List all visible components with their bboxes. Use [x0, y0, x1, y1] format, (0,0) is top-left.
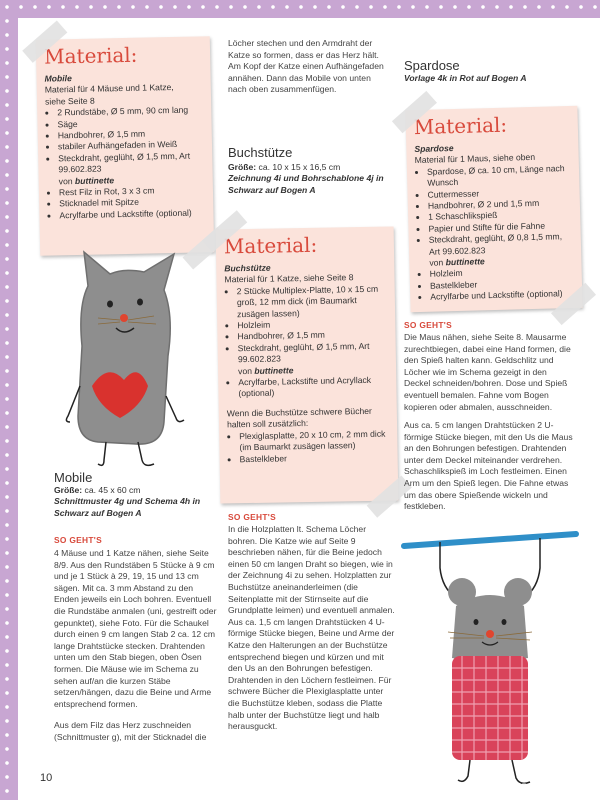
- template-ref: Vorlage 4k in Rot auf Bogen A: [404, 73, 527, 83]
- so-gehts-heading: SO GEHT'S: [228, 512, 276, 522]
- material-note-mobile: [36, 36, 214, 256]
- list-item: • Handbohrer, Ø 1,5 mm: [237, 329, 387, 343]
- material-note-spardose: [405, 106, 582, 312]
- note-line: Material für 4 Mäuse und 1 Katze,: [44, 82, 174, 96]
- list-item: • Acrylfarbe und Lackstifte (optional): [59, 207, 205, 221]
- template-ref: Zeichnung 4i und Bohrschablone 4j in Schwarz auf Bogen A: [228, 173, 384, 195]
- list-item: • Steckdraht, geglüht, Ø 0,8 1,5 mm, Art 99.602.823 von buttinette: [429, 231, 574, 269]
- template-ref: Schnittmuster 4g und Schema 4h in Schwarz auf Bogen A: [54, 496, 201, 518]
- list-item: • Holzleim: [237, 318, 387, 332]
- watermark: PassionForum.ru: [521, 782, 590, 792]
- list-item: • Rest Filz in Rot, 3 x 3 cm: [59, 184, 205, 198]
- list-item: • 2 Stücke Multiplex-Platte, 10 x 15 cm groß, 12 mm dick (im Baumarkt zusägen lassen): [237, 283, 388, 320]
- material-list: [45, 105, 205, 222]
- cat-mobile-photo: [58, 246, 208, 472]
- note-title: Material:: [43, 42, 138, 69]
- list-item: • Sticknadel mit Spitze: [59, 196, 205, 210]
- list-item: • Papier und Stifte für die Fahne: [428, 220, 572, 235]
- buchstuetze-intro: Löcher stechen und den Armdraht der Katze so formen, dass er das Herz hält. Am Kopf der Katze einen Aufhängefaden annähen. Dann das Mobile von unten nach oben zusammenfügen.: [228, 38, 384, 95]
- buchstuetze-header: Buchstütze Größe: ca. 10 x 15 x 16,5 cm Zeichnung 4i und Bohrschablone 4j in Schwarz auf Bogen A: [228, 145, 398, 196]
- spardose-header: [404, 58, 584, 84]
- spardose-instructions-cont: Aus ca. 5 cm langen Drahtstücken 2 U-förmige Stücke biegen, mit den Us die Maus an den Bohrungen befestigen. Drahtenden unter dem Deckel miteinander verdrehen. Schaschlikspieß im Loch festleimen. Einen Arm um den Spieß legen. Die Fahne etwas um das obere Spießende wickeln und festkleben.: [404, 420, 573, 512]
- note-subtitle: Mobile: [44, 73, 72, 84]
- section-heading: Buchstütze: [228, 145, 293, 160]
- so-gehts-heading: SO GEHT'S: [54, 535, 102, 545]
- list-item: • stabiler Aufhängefaden in Weiß: [58, 139, 204, 153]
- material-list: [415, 163, 575, 304]
- note-subtitle: Buchstütze: [224, 262, 271, 274]
- list-item: • Spardose, Ø ca. 10 cm, Länge nach Wunsch: [427, 163, 572, 190]
- note-title: Material:: [413, 112, 508, 140]
- mobile-instructions-cont: Aus dem Filz das Herz zuschneiden (Schnittmuster g), mit der Sticknadel die: [54, 720, 207, 742]
- list-item: • Plexiglasplatte, 20 x 10 cm, 2 mm dick (im Baumarkt zusägen lassen): [239, 428, 389, 453]
- mouse-spardose-photo: [400, 528, 582, 790]
- note-line: Wenn die Buchstütze schwere Bücher halten soll zusätzlich:: [226, 405, 372, 430]
- list-item: • Steckdraht, geglüht, Ø 1,5 mm, Art 99.602.823 von buttinette: [238, 340, 389, 377]
- note-subtitle: Spardose: [414, 143, 454, 155]
- list-item: • 1 Schaschlikspieß: [428, 208, 572, 223]
- material-note-buchstuetze: [216, 226, 399, 503]
- page-number: 10: [40, 772, 53, 784]
- extra-list: [227, 428, 390, 465]
- mobile-header: Mobile Größe: ca. 45 x 60 cm Schnittmuster 4g und Schema 4h in Schwarz auf Bogen A: [54, 470, 214, 519]
- so-gehts-heading: SO GEHT'S: [404, 320, 452, 330]
- list-item: • Handbohrer, Ø 1,5 mm: [58, 127, 204, 141]
- buchstuetze-instructions: In die Holzplatten lt. Schema Löcher bohren. Die Katze wie auf Seite 9 beschrieben nähen, für die Beine jedoch einen 50 cm langen Draht so biegen, wie in der Zeichnung 4i zu sehen. Holzplatten zur Buchstütze aneinanderleimen (die Seitenplatte mit der Stirnseite auf die Grundplatte leimen) und eventuell anmalen. Aus ca. 1,5 cm langen Drahtstücken 4 U-förmige Stücke biegen, Beine und Arme der Katze den Halterungen an der Buchstütze entsprechend biegen und kürzen und mit den Us an den Bohrungen befestigen. Drahtenden in den Löchern festleimen. Für schwere Bücher die Plexiglasplatte unter die Buchstütze kleben, sodass die Platte halb unter der Buchstütze liegt und halb herausguckt.: [228, 524, 395, 732]
- note-line: Material für 1 Maus, siehe oben: [414, 152, 536, 166]
- list-item: • Steckdraht, geglüht, Ø 1,5 mm, Art 99.602.823 von buttinette: [58, 150, 205, 187]
- mobile-instructions: 4 Mäuse und 1 Katze nähen, siehe Seite 8/9. Aus den Rundstäben 5 Stücke à 9 cm und je 1 Stück à 29, 19, 15 und 13 cm sägen. Mit ca. 3 mm Abstand zu den Enden jeweils ein Loch bohren. Eventuell die Rundstäbe anmalen (uni, gestreift oder gepunktet), siehe Foto. Für die Schaukel durch einen 9 cm langen Stab 2 ca. 12 cm lange Drahtstücke stecken. Drahtenden unten um den Stab biegen, oben Ösen formen. Die Mäuse wie im Schema zu sehen auf/an die kurzen Stäbe setzen/hängen, dazu die Beine und Arme entsprechend formen.: [54, 548, 217, 709]
- section-heading: Spardose: [404, 58, 460, 73]
- note-line: siehe Seite 8: [44, 95, 95, 107]
- material-list: [225, 283, 389, 400]
- list-item: • Handbohrer, Ø 2 und 1,5 mm: [428, 197, 572, 212]
- spardose-instructions: Die Maus nähen, siehe Seite 8. Mausarme zurechtbiegen, dabei eine Hand formen, die den Spieß halten kann. Geldschlitz und Löcher wie im Schema gezeigt in den Deckel schneiden/bohren. Dose und Spieß eventuell bemalen. Fahne vom Bogen kopieren oder abmalen, ausschneiden.: [404, 332, 571, 412]
- list-item: • 2 Rundstäbe, Ø 5 mm, 90 cm lang: [57, 105, 203, 119]
- list-item: • Bastelkleber: [430, 277, 574, 292]
- list-item: • Holzleim: [430, 265, 574, 280]
- list-item: • Säge: [57, 116, 203, 130]
- note-line: Material für 1 Katze, siehe Seite 8: [224, 272, 354, 285]
- section-heading: Mobile: [54, 470, 93, 485]
- list-item: • Acrylfarbe, Lackstifte und Acryllack (optional): [238, 375, 388, 400]
- note-title: Material:: [223, 232, 318, 259]
- list-item: • Acrylfarbe und Lackstifte (optional): [430, 288, 574, 303]
- list-item: • Bastelkleber: [240, 451, 390, 465]
- list-item: • Cuttermesser: [427, 186, 571, 201]
